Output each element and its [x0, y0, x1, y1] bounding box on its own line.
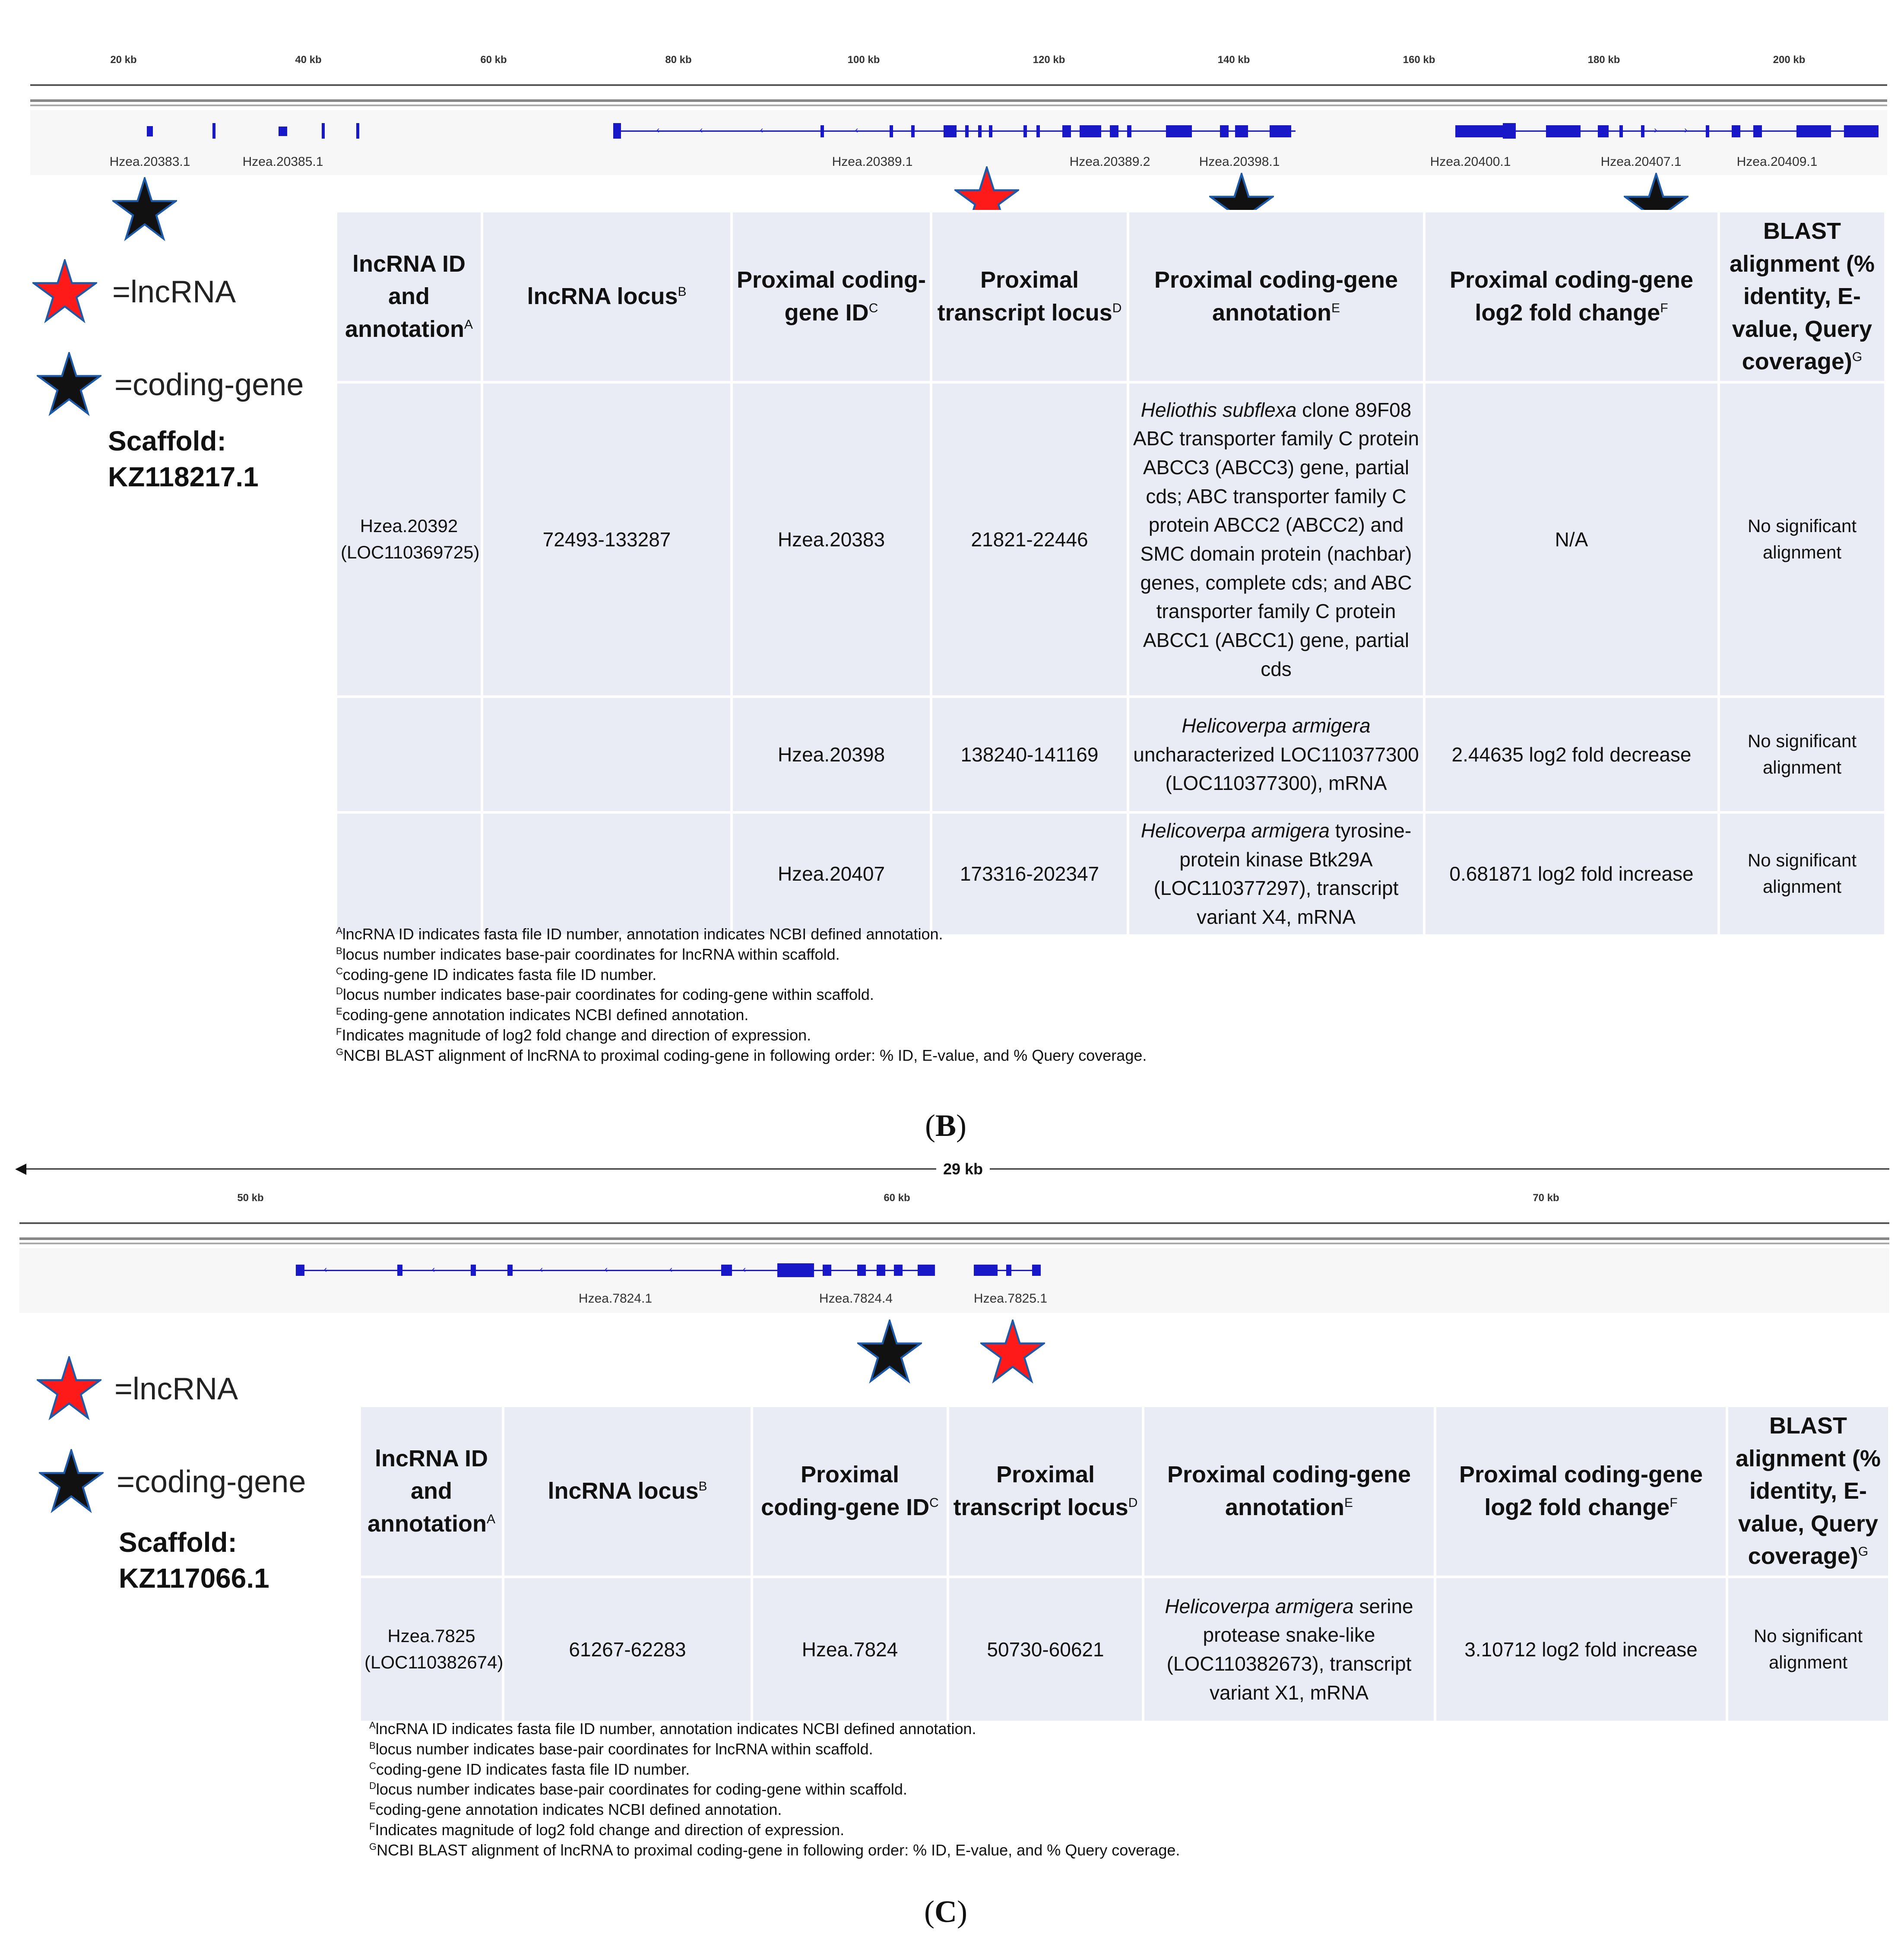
header-lncrna-locus: lncRNA locus$^B$: [504, 1407, 751, 1576]
ruler-tick: 120 kb: [1033, 54, 1065, 66]
scaffold-id: KZ118217.1: [108, 461, 259, 493]
scaffold-label: [119, 1525, 269, 1596]
cell-annotation: Helicoverpa armigera tyrosine-protein kinase Btk29A (LOC110377297), transcript variant X4, mRNA: [1129, 814, 1423, 934]
gene-exon: [1455, 125, 1503, 137]
strand-arrow: ›: [1684, 124, 1688, 135]
header-fold-change: Proximal coding-gene log2 fold change$^F$: [1426, 212, 1717, 381]
footnote: $^D$locus number indicates base-pair coordinates for coding-gene within scaffold.: [369, 1780, 907, 1798]
ruler-tick: 80 kb: [665, 54, 692, 66]
gene-exon: [890, 125, 893, 137]
gene-exon: [877, 1265, 885, 1276]
ruler-tick: 160 kb: [1403, 54, 1435, 66]
gene-exon: [721, 1265, 732, 1276]
cell-blast: No significant alignment: [1720, 698, 1884, 811]
strand-arrow: ‹: [605, 1264, 608, 1275]
cell-fold-change: N/A: [1426, 384, 1717, 695]
gene-label: Hzea.7824.1: [578, 1291, 653, 1306]
strand-arrow: ‹: [656, 124, 660, 135]
header-lncrna-locus: lncRNA locus$^B$: [483, 212, 730, 381]
cell-annotation: Heliothis subflexa clone 89F08 ABC transporter family C protein ABCC3 (ABCC3) gene, partial cds; ABC transporter family C protein ABCC2 (ABCC2) and SMC domain protein (nachbar) genes, complete cds; and ABC transporter family C protein ABCC1 (ABCC1) gene, partial cds: [1129, 384, 1423, 695]
gene-exon: [823, 1265, 831, 1276]
cell-coding-id: Hzea.20407: [733, 814, 930, 934]
header-fold-change: Proximal coding-gene log2 fold change$^F$: [1436, 1407, 1726, 1576]
header-coding-id: Proximal coding-gene $ID^C$: [733, 212, 930, 381]
gene-exon: [147, 126, 153, 136]
gene-exon: [1110, 125, 1118, 137]
gene-label: Hzea.7825.1: [973, 1291, 1048, 1306]
legend-lncrna-label: =lncRNA: [112, 275, 236, 309]
gene-exon: [1032, 1265, 1041, 1276]
scaffold-title: Scaffold:: [108, 425, 226, 457]
ruler-divider-2: [19, 1243, 1889, 1244]
ruler-tick: 140 kb: [1217, 54, 1250, 66]
panel-c-footnotes: [369, 1719, 1881, 1861]
cell-blast: No significant alignment: [1720, 384, 1884, 695]
gene-label: Hzea.20409.1: [1736, 155, 1818, 169]
gene-label: Hzea.20400.1: [1430, 155, 1511, 169]
gene-label: Hzea.20383.1: [109, 155, 190, 169]
gene-exon: [974, 1265, 998, 1276]
cell-blast: No significant alignment: [1728, 1578, 1888, 1721]
cell-blast: No significant alignment: [1720, 814, 1884, 934]
gene-exon: [1598, 125, 1609, 137]
footnote: $^C$coding-gene ID indicates fasta file ID number.: [336, 965, 657, 983]
gene-exon: [279, 127, 287, 136]
gene-exon: [1036, 125, 1040, 137]
header-coding-id: Proximal coding-gene $ID^C$: [753, 1407, 947, 1576]
gene-exon: [212, 123, 215, 139]
strand-arrow: ‹: [669, 1264, 673, 1275]
gene-label: Hzea.7824.4: [819, 1291, 893, 1306]
gene-exon: [911, 125, 915, 137]
scaffold-id: KZ117066.1: [119, 1563, 269, 1594]
panel-b-footnotes: [336, 924, 1847, 1066]
footnote: $^B$locus number indicates base-pair coordinates for lncRNA within scaffold.: [369, 1740, 873, 1758]
cell-annotation: Helicoverpa armigera uncharacterized LOC110377300 (LOC110377300), mRNA: [1129, 698, 1423, 811]
ruler-axis: [30, 84, 1887, 86]
gene-exon: [397, 1265, 402, 1276]
gene-exon: [1220, 125, 1229, 137]
gene-exon: [1235, 125, 1248, 137]
gene-exon: [507, 1265, 513, 1276]
panel-label-c: (C): [924, 1894, 967, 1929]
gene-exon: [322, 123, 325, 139]
footnote: $^F$Indicates magnitude of log2 fold change and direction of expression.: [369, 1820, 845, 1839]
gene-label: Hzea.20389.1: [832, 155, 913, 169]
footnote: $^D$locus number indicates base-pair coordinates for coding-gene within scaffold.: [336, 986, 874, 1004]
header-annotation: Proximal coding-gene annotation$^E$: [1144, 1407, 1434, 1576]
table-row: [361, 1578, 1888, 1721]
gene-intron-line: [296, 1270, 935, 1271]
cell-transcript-locus: 21821-22446: [932, 384, 1127, 695]
gene-exon: [1796, 125, 1831, 137]
ruler-axis: [19, 1222, 1889, 1224]
gene-exon: [989, 125, 992, 137]
cell-fold-change: 2.44635 log2 fold decrease: [1426, 698, 1717, 811]
cell-coding-id: Hzea.20383: [733, 384, 930, 695]
gene-exon: [1080, 125, 1101, 137]
gene-exon: [1062, 125, 1071, 137]
gene-exon: [1619, 125, 1623, 137]
gene-exon: [1503, 123, 1516, 139]
cell-annotation: Helicoverpa armigera serine protease snake-like (LOC110382673), transcript variant X1, mRNA: [1144, 1578, 1434, 1721]
footnote: $^A$lncRNA ID indicates fasta file ID number, annotation indicates NCBI defined annotation.: [336, 925, 943, 943]
gene-exon: [1753, 125, 1762, 137]
gene-exon: [1844, 125, 1879, 137]
legend-coding-star: [39, 1449, 104, 1514]
header-blast: BLAST alignment (% identity, E-value, Query coverage)$^G$: [1728, 1407, 1888, 1576]
gene-exon: [965, 125, 969, 137]
table-row: [337, 814, 1884, 934]
ruler-tick: 50 kb: [237, 1192, 264, 1204]
header-transcript-locus: Proximal transcript locus$^D$: [949, 1407, 1142, 1576]
ruler-tick: 20 kb: [110, 54, 137, 66]
header-annotation: Proximal coding-gene annotation$^E$: [1129, 212, 1423, 381]
header-blast: BLAST alignment (% identity, E-value, Query coverage)$^G$: [1720, 212, 1884, 381]
footnote: $^B$locus number indicates base-pair coordinates for lncRNA within scaffold.: [336, 945, 840, 963]
cell-fold-change: 3.10712 log2 fold increase: [1436, 1578, 1726, 1721]
lncrna-star: [980, 1319, 1045, 1384]
gene-track: [19, 1248, 1889, 1313]
gene-exon: [1546, 125, 1581, 137]
ruler-tick: 70 kb: [1533, 1192, 1559, 1204]
cell-lncrna-id: Hzea.7825 (LOC110382674): [361, 1578, 502, 1721]
gene-exon: [777, 1263, 814, 1277]
gene-exon: [356, 123, 359, 139]
cell-lncrna-id: Hzea.20392 (LOC110369725): [337, 384, 481, 695]
legend-coding-label: =coding-gene: [114, 368, 304, 402]
strand-arrow: ‹: [743, 1264, 746, 1275]
gene-exon: [894, 1265, 903, 1276]
gene-exon: [471, 1265, 476, 1276]
cell-lncrna-locus: 72493-133287: [483, 384, 730, 695]
coding-gene-star: [112, 177, 177, 242]
cell-lncrna-id: [337, 698, 481, 811]
cell-transcript-locus: 50730-60621: [949, 1578, 1142, 1721]
gene-exon: [1006, 1265, 1011, 1276]
ruler-tick: 180 kb: [1587, 54, 1620, 66]
ruler-tick: 60 kb: [884, 1192, 910, 1204]
cell-fold-change: 0.681871 log2 fold increase: [1426, 814, 1717, 934]
footnote: $^C$coding-gene ID indicates fasta file ID number.: [369, 1760, 690, 1778]
coding-gene-star: [857, 1319, 922, 1384]
footnote: $^A$lncRNA ID indicates fasta file ID number, annotation indicates NCBI defined annotation.: [369, 1720, 976, 1738]
strand-arrow: ‹: [540, 1264, 543, 1275]
gene-exon: [978, 125, 982, 137]
table-row: [337, 384, 1884, 695]
gene-exon: [944, 125, 957, 137]
footnote: $^E$coding-gene annotation indicates NCBI defined annotation.: [336, 1006, 749, 1024]
strand-arrow: ‹: [700, 124, 703, 135]
legend-lncrna-star: [32, 259, 97, 324]
gene-exon: [1270, 125, 1291, 137]
gene-exon: [296, 1265, 304, 1276]
cell-transcript-locus: 138240-141169: [932, 698, 1127, 811]
gene-label: Hzea.20398.1: [1199, 155, 1280, 169]
gene-exon: [1706, 125, 1709, 137]
panel-label-b: (B): [925, 1108, 966, 1143]
ruler-tick: 100 kb: [847, 54, 880, 66]
ruler-tick: 40 kb: [295, 54, 322, 66]
ruler-divider-2: [30, 105, 1887, 106]
strand-arrow: ›: [1654, 124, 1657, 135]
header-lncrna-id: lncRNA ID and annotation$^A$: [361, 1407, 502, 1576]
cell-coding-id: Hzea.20398: [733, 698, 930, 811]
legend-coding-star: [37, 352, 101, 417]
ruler-divider: [30, 99, 1887, 102]
cell-coding-id: Hzea.7824: [753, 1578, 947, 1721]
table-row: [337, 698, 1884, 811]
cell-transcript-locus: 173316-202347: [932, 814, 1127, 934]
gene-exon: [1023, 125, 1027, 137]
panel-c-table: [358, 1405, 1891, 1723]
footnote: $^G$NCBI BLAST alignment of lncRNA to proximal coding-gene in following order: % ID, E-value, and % Query coverage.: [336, 1046, 1147, 1064]
gene-exon: [857, 1265, 866, 1276]
strand-arrow: ‹: [855, 124, 859, 135]
footnote: $^F$Indicates magnitude of log2 fold change and direction of expression.: [336, 1026, 811, 1044]
gene-exon: [1641, 125, 1644, 137]
panel-b-table: [335, 210, 1887, 937]
gene-exon: [613, 123, 621, 139]
cell-lncrna-id: [337, 814, 481, 934]
scaffold-label: [108, 423, 259, 495]
span-label: 29 kb: [936, 1160, 990, 1178]
scaffold-title: Scaffold:: [119, 1527, 237, 1558]
gene-label: Hzea.20407.1: [1600, 155, 1682, 169]
legend-lncrna-star: [37, 1356, 101, 1421]
cell-lncrna-locus: [483, 814, 730, 934]
ruler-divider: [19, 1237, 1889, 1240]
legend-coding-label: =coding-gene: [117, 1465, 306, 1499]
header-lncrna-id: lncRNA ID and annotation$^A$: [337, 212, 481, 381]
strand-arrow: ‹: [760, 124, 764, 135]
cell-lncrna-locus: 61267-62283: [504, 1578, 751, 1721]
strand-arrow: ‹: [324, 1264, 327, 1275]
ruler-tick: 60 kb: [480, 54, 507, 66]
gene-exon: [1166, 125, 1192, 137]
gene-exon: [821, 125, 824, 137]
gene-exon: [918, 1265, 935, 1276]
gene-label: Hzea.20385.1: [242, 155, 323, 169]
legend-lncrna-label: =lncRNA: [114, 1372, 238, 1406]
footnote: $^E$coding-gene annotation indicates NCBI defined annotation.: [369, 1801, 782, 1819]
strand-arrow: ‹: [432, 1264, 435, 1275]
span-arrow-head: ◀: [15, 1160, 27, 1177]
cell-lncrna-locus: [483, 698, 730, 811]
gene-label: Hzea.20389.2: [1069, 155, 1150, 169]
header-transcript-locus: Proximal transcript locus$^D$: [932, 212, 1127, 381]
ruler-tick: 200 kb: [1773, 54, 1806, 66]
footnote: $^G$NCBI BLAST alignment of lncRNA to proximal coding-gene in following order: % ID, E-value, and % Query coverage.: [369, 1841, 1180, 1859]
gene-exon: [1127, 125, 1131, 137]
gene-exon: [1732, 125, 1740, 137]
